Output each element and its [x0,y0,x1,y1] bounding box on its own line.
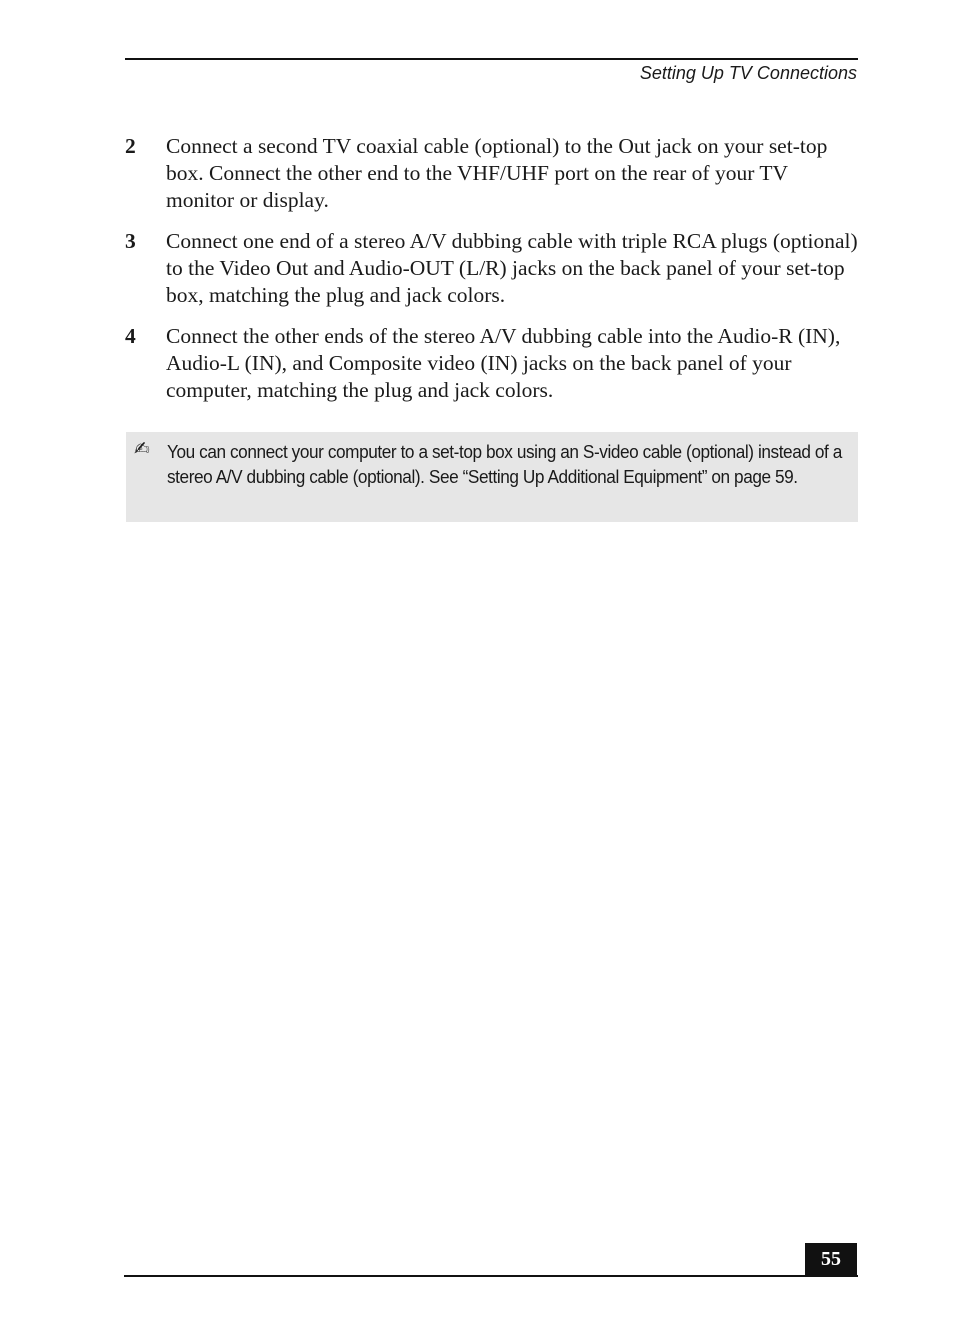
note-box [126,432,858,522]
step-number: 4 [125,324,136,348]
step-item [125,323,858,404]
step-number: 2 [125,134,136,158]
running-header: Setting Up TV Connections [639,63,857,83]
step-text: Connect a second TV coaxial cable (optional) to the Out jack on your set-top box. Connect the other end to the VHF/UHF port on the rear of your TV monitor or display. [166,134,828,212]
step-list [125,133,858,418]
step-item [125,228,858,309]
writing-hand-icon: ✍ [134,438,150,460]
step-text: Connect one end of a stereo A/V dubbing cable with triple RCA plugs (optional) to the Video Out and Audio-OUT (L/R) jacks on the back panel of your set-top box, matching the plug and jack colors. [166,229,858,307]
footer-rule [124,1275,858,1277]
step-number: 3 [125,229,136,253]
page-number: 55 [805,1243,857,1277]
step-item [125,133,858,214]
header-rule [125,58,858,60]
step-text: Connect the other ends of the stereo A/V dubbing cable into the Audio-R (IN), Audio-L (IN), and Composite video (IN) jacks on the back panel of your computer, matching the plug and jack colors. [166,324,841,402]
note-text: You can connect your computer to a set-top box using an S-video cable (optional) instead of a stereo A/V dubbing cable (optional). See “Setting Up Additional Equipment” on page 59. [167,441,842,487]
